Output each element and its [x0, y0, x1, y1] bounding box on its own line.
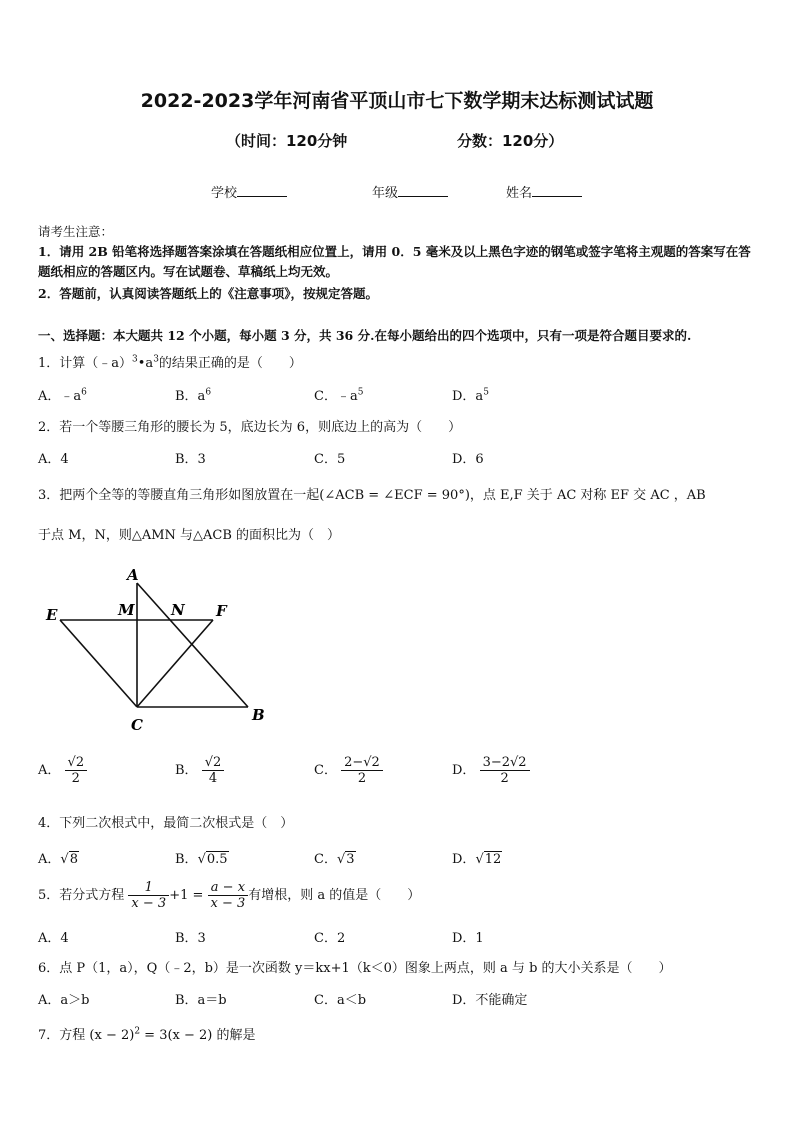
q4-option-d: D．√12 — [452, 852, 502, 867]
grade-field — [372, 182, 448, 201]
q1-sup-2: 3 — [153, 354, 159, 365]
q2-option-c: C．5 — [314, 452, 346, 467]
q5-option-a: A．4 — [38, 931, 69, 946]
question-3-line-2: 于点 M，N，则△AMN 与△ACB 的面积比为（ ） — [38, 528, 341, 543]
q3-option-a: A． $\frac{√2}{2}$ — [38, 755, 87, 786]
question-5: 5．若分式方程 $\frac{1}{x - 3}$ +1 = $\frac{a - x}{x - 3}$ 有增根，则 a 的值是（ ） — [38, 880, 421, 911]
q3-option-d: D． $\frac{3-2√2}{2}$ — [452, 755, 530, 786]
q1-stem-c: 的结果正确的是（ ） — [158, 356, 302, 371]
q5-option-d: D．1 — [452, 931, 484, 946]
question-3-line-1: 3．把两个全等的等腰直角三角形如图放置在一起(∠ACB = ∠ECF = 90°)，点 E,F 关于 AC 对称 EF 交 AC ，AB — [38, 488, 706, 503]
q5-option-c: C．2 — [314, 931, 346, 946]
exam-score: 分数：120分） — [457, 132, 564, 150]
label-b: B — [252, 706, 265, 724]
q2-option-d: D．6 — [452, 452, 484, 467]
school-blank — [237, 184, 287, 197]
name-field — [506, 182, 582, 201]
q1-option-b: B．$a^6$ — [175, 387, 212, 404]
q4-option-c: C．√3 — [314, 852, 355, 867]
q6-option-a: A．a＞b — [38, 993, 90, 1008]
grade-label: 年级 — [372, 186, 399, 201]
label-m: M — [118, 601, 135, 619]
triangle-figure — [38, 560, 278, 740]
q1-option-d: D．$a^5$ — [452, 387, 489, 404]
q3-option-b: B． $\frac{√2}{4}$ — [175, 755, 224, 786]
page-title: 2022-2023学年河南省平顶山市七下数学期末达标测试试题 — [140, 90, 654, 112]
school-field — [211, 182, 287, 201]
school-label: 学校 — [211, 186, 238, 201]
label-c: C — [131, 716, 143, 734]
segment-ec — [60, 620, 137, 707]
question-7: 7．方程 $(x - 2)^2 = 3(x - 2)$ 的解是 — [38, 1026, 256, 1043]
question-6: 6．点 P（1，a），Q（﹣2，b）是一次函数 y＝kx+1（k＜0）图象上两点，则 a 与 b 的大小关系是（ ） — [38, 961, 672, 976]
notes-heading: 请考生注意： — [38, 224, 114, 239]
q6-option-c: C．a＜b — [314, 993, 367, 1008]
question-1 — [38, 352, 768, 371]
grade-blank — [398, 184, 448, 197]
q6-option-d: D．不能确定 — [452, 993, 528, 1008]
q1-stem-b: •a — [137, 356, 154, 371]
note-2: 2．答题前，认真阅读答题纸上的《注意事项》，按规定答题。 — [38, 286, 378, 301]
name-label: 姓名 — [506, 186, 533, 201]
q1-option-c: C．$﹣a^5$ — [314, 387, 364, 404]
question-4: 4．下列二次根式中，最简二次根式是（ ） — [38, 816, 294, 831]
q5-option-b: B．3 — [175, 931, 206, 946]
q2-option-b: B．3 — [175, 452, 206, 467]
note-1: 1．请用 2B 铅笔将选择题答案涂填在答题纸相应位置上，请用 0．5 毫米及以上黑色字迹的钢笔或签字笔将主观题的答案写在答题纸相应的答题区内。写在试题卷、草稿纸上均无效。 — [38, 244, 751, 279]
q2-option-a: A．4 — [38, 452, 69, 467]
name-blank — [532, 184, 582, 197]
label-e: E — [46, 606, 58, 624]
label-a: A — [127, 566, 139, 584]
segment-fc — [137, 620, 213, 707]
question-2: 2．若一个等腰三角形的腰长为 5，底边长为 6，则底边上的高为（ ） — [38, 420, 462, 435]
exam-time: （时间：120分钟 — [226, 132, 348, 150]
q1-stem-a: 1．计算（﹣a） — [38, 356, 133, 371]
q4-option-b: B．√0.5 — [175, 852, 228, 867]
q3-option-c: C． $\frac{2-√2}{2}$ — [314, 755, 383, 786]
section-heading: 一、选择题：本大题共 12 个小题，每小题 3 分，共 36 分.在每小题给出的四个选项中，只有一项是符合题目要求的. — [38, 328, 692, 343]
q4-option-a: A．√8 — [38, 852, 78, 867]
q6-option-b: B．a＝b — [175, 993, 227, 1008]
q1-option-a: A．$﹣a^6$ — [38, 387, 87, 404]
q1-sup-1: 3 — [132, 354, 138, 365]
label-n: N — [171, 601, 185, 619]
label-f: F — [216, 602, 227, 620]
